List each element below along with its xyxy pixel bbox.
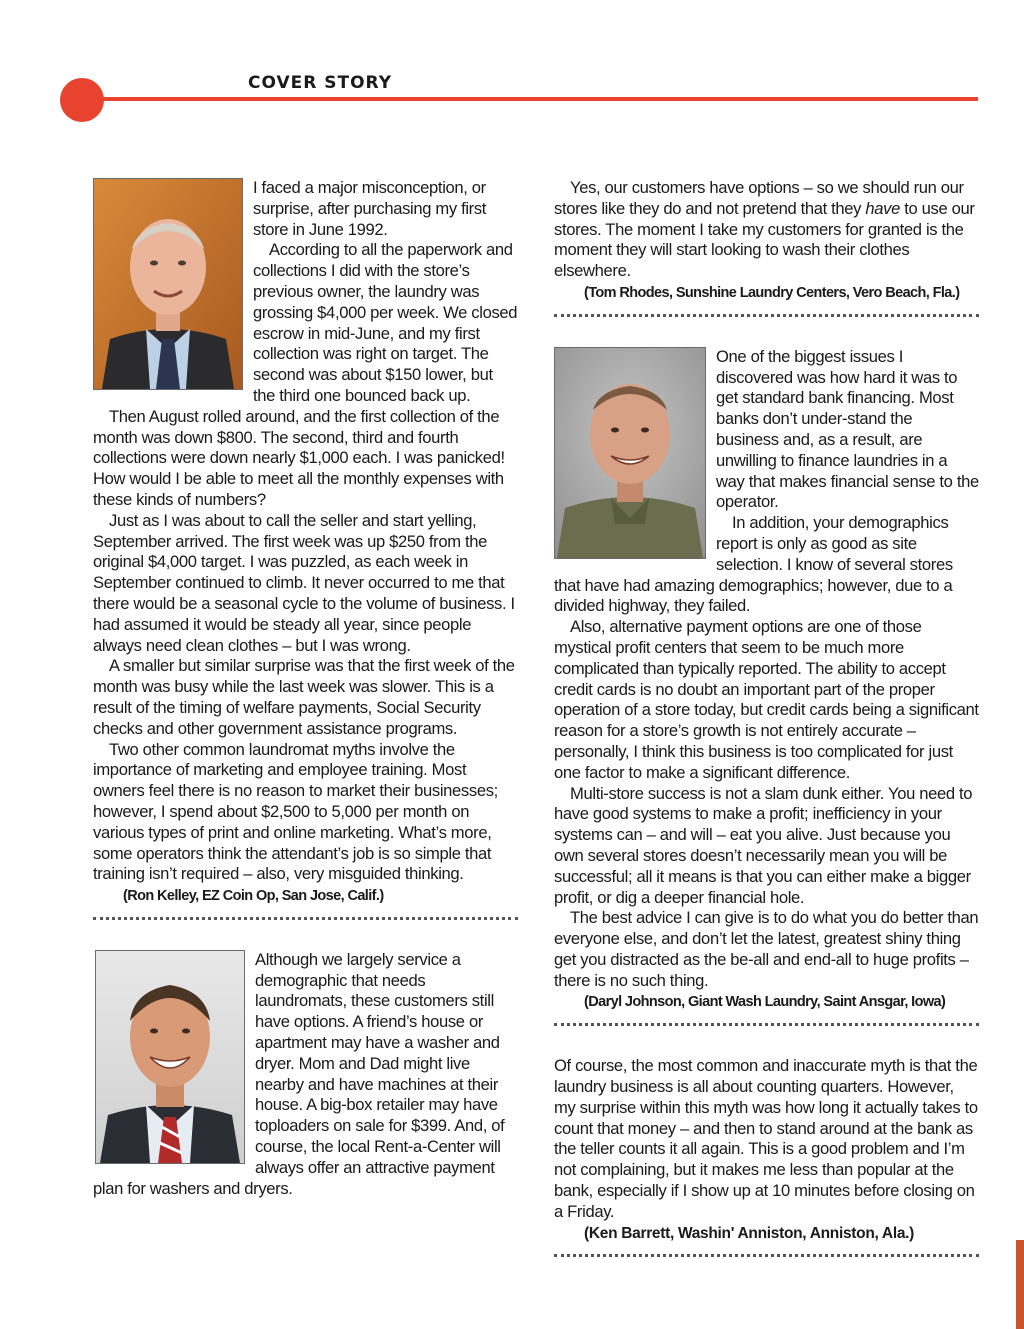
testimonial-anonymous [93, 950, 518, 1200]
byline: (Ron Kelley, EZ Coin Op, San Jose, Calif.) [123, 888, 384, 905]
paragraph: Also, alternative payment options are one of those mystical profit centers that seem to be much more complicated than typically reported. The ability to accept credit cards is no doubt an important part of the proper operation of a store today, but credit cards being a significant reason for a store’s growth is not entirely accurate – personally, I think this business is too complicated for just one factor to make a significant difference. [554, 617, 979, 782]
paragraph: Two other common laundromat myths involve the importance of marketing and employee training. Most owners feel there is no reason to market their businesses; however, I spend about $2,500 to 5,000 per month on various types of print and online marketing. What’s more, some operators think the attendant’s job is so simple that training isn’t required – also, very misguided thinking. [93, 739, 498, 884]
spacer [554, 317, 979, 347]
paragraph: Multi-store success is not a slam dunk either. You need to have good systems to make a profit; inefficiency in your systems can – and will – eat you alive. Just because you own several stores doesn’t necessarily mean you will be successful; all it means is that you can either make a bigger profit, or dig a deeper financial hole. [554, 783, 973, 907]
portrait-photo-smiling-man [95, 950, 245, 1164]
dotted-divider [554, 1254, 979, 1257]
portrait-photo-daryl-johnson [554, 347, 706, 559]
paragraph: A smaller but similar surprise was that the first week of the month was busy while the last week was slower. This is a result of the timing of welfare payments, Social Security checks and other government assistance programs. [93, 656, 515, 738]
spacer [93, 920, 518, 950]
paragraph: Just as I was about to call the seller and start yelling, September arrived. The first week was up $250 from the original $4,000 target. I was puzzled, as each week in September continued to climb. It never occurred to me that there would be a seasonal cycle to the volume of business. I had assumed it would be steady all year, since people always need clean clothes – but I was wrong. [93, 510, 515, 655]
paragraph: According to all the paperwork and collections I did with the store’s previous owner, the laundry was grossing $4,000 per week. We closed escrow in mid-June, and my first collection was right on target. The second was about $150 lower, but the third one bounced back up. [253, 240, 518, 405]
spacer [554, 1026, 979, 1056]
paragraph: I faced a major misconception, or surprise, after purchasing my first store in June 1992. [253, 178, 487, 239]
paragraph [554, 178, 979, 282]
paragraph-end: to use our stores. The moment I take my customers for granted is the moment they will start looking to wash their clothes elsewhere. [554, 198, 975, 281]
testimonial-ken-barrett [554, 1056, 979, 1257]
byline: (Daryl Johnson, Giant Wash Laundry, Saint Ansgar, Iowa) [584, 994, 946, 1011]
testimonial-tom-rhodes [554, 178, 979, 317]
paragraph: In addition, your demographics report is only as good as site selection. I know of several stores that have had amazing demographics; however, due to a divided highway, they failed. [554, 513, 953, 616]
section-label: COVER STORY [248, 73, 393, 93]
page-edge-tab [1016, 1240, 1024, 1329]
paragraph-start: Yes, our customers have options – so we should run our stores like they do and not pretend that they [554, 178, 964, 218]
byline: (Tom Rhodes, Sunshine Laundry Centers, Vero Beach, Fla.) [584, 284, 960, 301]
right-column [554, 178, 979, 1257]
portrait-photo-ron-kelley [93, 178, 243, 390]
paragraph: Although we largely service a demographic that needs laundromats, these customers still have options. A friend’s house or apartment may have a washer and dryer. Mom and Dad might live nearby and have machines at their house. A big-box retailer may have toploaders on sale for $399. And, of course, the local Rent-a-Center will always offer an attractive payment plan for washers and dryers. [93, 949, 505, 1198]
byline: (Ken Barrett, Washin' Anniston, Anniston, Ala.) [584, 1224, 915, 1242]
paragraph: One of the biggest issues I discovered was how hard it was to get standard bank financing. Most banks don’t under-stand the business and, as a result, are unwilling to finance laundries in a way that makes financial sense to the operator. [716, 346, 979, 512]
paragraph: Of course, the most common and inaccurate myth is that the laundry business is all about counting quarters. However, my surprise within this myth was how long it actually takes to count that money – and then to stand around at the bank as the teller counts it all again. This is a good problem and I’m not complaining, but it makes me less than popular at the bank, especially if I show up at 10 minutes before closing on a Friday. [554, 1056, 978, 1221]
header-rule [84, 97, 978, 101]
left-column [93, 178, 518, 1199]
paragraph: Then August rolled around, and the first collection of the month was down $800. The second, third and fourth collections were down nearly $1,000 each. I was panicked! How would I be able to meet all the monthly expenses with these kinds of numbers? [93, 406, 505, 509]
emphasis: have [865, 198, 900, 218]
paragraph: The best advice I can give is to do what you do better than everyone else, and don’t let the latest, greatest shiny thing get you distracted as the be-all and end-all to huge profits – there is no such thing. [554, 908, 979, 990]
testimonial-ron-kelley [93, 178, 518, 920]
testimonial-daryl-johnson [554, 347, 979, 1027]
header-dot [60, 78, 104, 122]
